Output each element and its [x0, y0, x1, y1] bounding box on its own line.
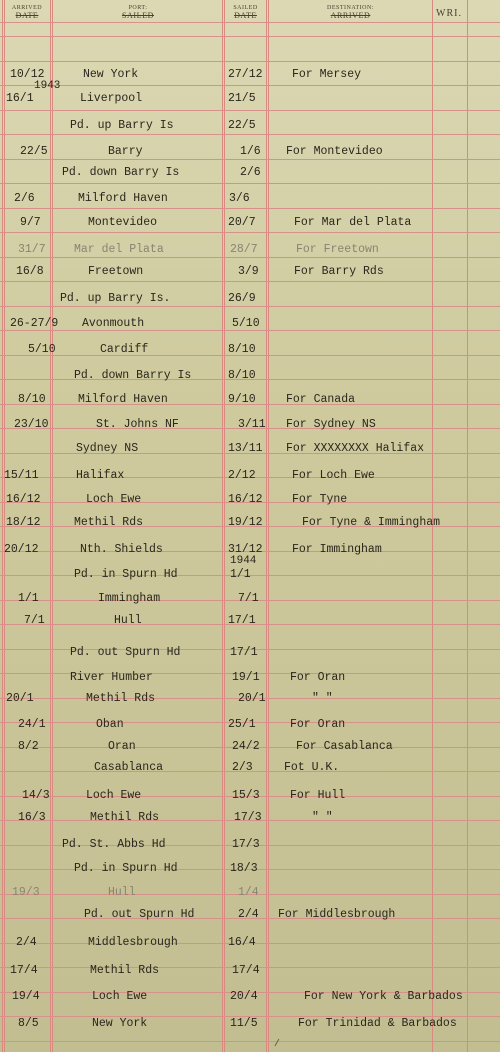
sailed-date: 15/3: [232, 789, 260, 802]
sailed-date: 9/10: [228, 393, 256, 406]
ruled-line: [0, 257, 500, 258]
sailed-date: 20/1: [238, 692, 266, 705]
port-name: Middlesbrough: [88, 936, 178, 949]
port-name: Halifax: [76, 469, 125, 482]
destination: For Tyne: [292, 493, 348, 506]
port-name: Oran: [108, 740, 136, 753]
sailed-date: 3/6: [229, 192, 250, 205]
port-name: Casablanca: [94, 761, 164, 774]
destination: For Loch Ewe: [292, 469, 375, 482]
arrived-date: 16/8: [16, 265, 44, 278]
arrived-date: 20/1: [6, 692, 34, 705]
ruled-line: [0, 110, 500, 111]
ruled-line: [0, 22, 500, 23]
arrived-date: 16/1: [6, 92, 34, 105]
ruled-line: [0, 306, 500, 307]
sailed-date: 22/5: [228, 119, 256, 132]
arrived-date: 24/1: [18, 718, 46, 731]
port-name: Pd. up Barry Is.: [60, 292, 171, 305]
ruled-line: [0, 61, 500, 62]
sailed-date: 2/4: [238, 908, 259, 921]
arrived-date: 14/3: [22, 789, 50, 802]
year-annotation-1944: 1944: [230, 555, 257, 567]
port-name: Pd. down Barry Is: [62, 166, 180, 179]
destination: For Sydney NS: [286, 418, 376, 431]
header-wri: WRI.: [436, 8, 462, 19]
sailed-date: 31/12: [228, 543, 263, 556]
header-arrived: ARRIVED DATE: [11, 5, 43, 20]
arrived-date: 2/4: [16, 936, 37, 949]
port-name: St. Johns NF: [96, 418, 179, 431]
port-name: Immingham: [98, 592, 161, 605]
sailed-date: 5/10: [232, 317, 260, 330]
destination: For Canada: [286, 393, 356, 406]
header-port: PORT: SAILED: [121, 5, 155, 20]
arrived-date: 1/1: [18, 592, 39, 605]
sailed-date: 2/6: [240, 166, 261, 179]
port-name: Milford Haven: [78, 393, 168, 406]
port-name: Oban: [96, 718, 124, 731]
port-name: Pd. down Barry Is: [74, 369, 192, 382]
header-sailed: SAILED DATE: [233, 5, 258, 20]
sailed-date: 24/2: [232, 740, 260, 753]
port-name: Nth. Shields: [80, 543, 163, 556]
port-name: Sydney NS: [76, 442, 139, 455]
ruled-line: [0, 85, 500, 86]
ruled-line: [0, 159, 500, 160]
sailed-date: 11/5: [230, 1017, 258, 1030]
arrived-date: 5/10: [28, 343, 56, 356]
sailed-date: 18/3: [230, 862, 258, 875]
port-name: River Humber: [70, 671, 153, 684]
ruled-line: [0, 1041, 500, 1042]
arrived-date: 23/10: [14, 418, 49, 431]
destination: " ": [312, 692, 333, 705]
sailed-date: 26/9: [228, 292, 256, 305]
destination: For Casablanca: [296, 740, 393, 753]
port-name: Pd. out Spurn Hd: [84, 908, 195, 921]
port-name: Hull: [108, 886, 136, 899]
sailed-date: 16/4: [228, 936, 256, 949]
destination: For Mar del Plata: [294, 216, 412, 229]
arrived-date: 17/4: [10, 964, 38, 977]
destination: For Middlesbrough: [278, 908, 396, 921]
port-name: Freetown: [88, 265, 144, 278]
sailed-date: 1/6: [240, 145, 261, 158]
port-name: Montevideo: [88, 216, 158, 229]
sailed-date: 7/1: [238, 592, 259, 605]
arrived-date: 15/11: [4, 469, 39, 482]
arrived-date: 8/5: [18, 1017, 39, 1030]
destination: For Montevideo: [286, 145, 383, 158]
sailed-date: 8/10: [228, 369, 256, 382]
port-name: Loch Ewe: [86, 493, 142, 506]
sailed-date: 19/12: [228, 516, 263, 529]
port-name: Loch Ewe: [92, 990, 148, 1003]
arrived-date: 7/1: [24, 614, 45, 627]
port-name: Barry: [108, 145, 143, 158]
arrived-date: 8/10: [18, 393, 46, 406]
sailed-date: 21/5: [228, 92, 256, 105]
sailed-date: 17/1: [228, 614, 256, 627]
port-name: New York: [83, 68, 139, 81]
year-annotation-1943: 1943: [34, 80, 61, 92]
port-name: Methil Rds: [74, 516, 144, 529]
port-name: Mar del Plata: [74, 243, 164, 256]
port-name: Methil Rds: [86, 692, 156, 705]
port-name: Cardiff: [100, 343, 149, 356]
arrived-date: 20/12: [4, 543, 39, 556]
destination: For Hull: [290, 789, 346, 802]
arrived-date: 31/7: [18, 243, 46, 256]
arrived-date: 9/7: [20, 216, 41, 229]
sailed-date: 20/7: [228, 216, 256, 229]
port-name: Pd. St. Abbs Hd: [62, 838, 166, 851]
sailed-date: 28/7: [230, 243, 258, 256]
sailed-date: 25/1: [228, 718, 256, 731]
sailed-date: 16/12: [228, 493, 263, 506]
ruled-line: [0, 281, 500, 282]
port-name: Milford Haven: [78, 192, 168, 205]
arrived-date: 2/6: [14, 192, 35, 205]
port-name: Pd. up Barry Is: [70, 119, 174, 132]
destination: " ": [312, 811, 333, 824]
destination: Fot U.K.: [284, 761, 340, 774]
ruled-line: [0, 183, 500, 184]
ruled-line: [0, 134, 500, 135]
destination: For Freetown: [296, 243, 379, 256]
arrived-date: 22/5: [20, 145, 48, 158]
destination: For Barry Rds: [294, 265, 384, 278]
destination: For XXXXXXXX Halifax: [286, 442, 425, 455]
ruled-line: [0, 232, 500, 233]
sailed-date: 19/1: [232, 671, 260, 684]
port-name: Methil Rds: [90, 811, 160, 824]
sailed-date: 2/3: [232, 761, 253, 774]
sailed-date: 1/4: [238, 886, 259, 899]
port-name: Avonmouth: [82, 317, 145, 330]
arrived-date: 8/2: [18, 740, 39, 753]
sailed-date: 17/3: [232, 838, 260, 851]
sailed-date: 27/12: [228, 68, 263, 81]
sailed-date: 8/10: [228, 343, 256, 356]
sailed-date: 3/11: [238, 418, 266, 431]
destination: For Trinidad & Barbados: [298, 1017, 457, 1030]
arrived-date: 26-27/9: [10, 317, 59, 330]
port-name: Pd. in Spurn Hd: [74, 568, 178, 581]
sailed-date: 17/4: [232, 964, 260, 977]
arrived-date: 19/3: [12, 886, 40, 899]
destination: For New York & Barbados: [304, 990, 463, 1003]
arrived-date: 16/12: [6, 493, 41, 506]
sailed-date: 2/12: [228, 469, 256, 482]
arrived-date: 19/4: [12, 990, 40, 1003]
ruled-line: [0, 36, 500, 37]
port-name: Methil Rds: [90, 964, 160, 977]
destination: For Oran: [290, 718, 346, 731]
port-name: New York: [92, 1017, 148, 1030]
port-name: Liverpool: [80, 92, 143, 105]
destination: For Mersey: [292, 68, 362, 81]
sailed-date: 1/1: [230, 568, 251, 581]
destination: For Oran: [290, 671, 346, 684]
header-destination: DESTINATION: ARRIVED: [327, 5, 374, 20]
arrived-date: 10/12: [10, 68, 45, 81]
destination: For Immingham: [292, 543, 382, 556]
port-name: Hull: [114, 614, 142, 627]
ruled-line: [0, 208, 500, 209]
port-name: Pd. out Spurn Hd: [70, 646, 181, 659]
sailed-date: 17/1: [230, 646, 258, 659]
sailed-date: 20/4: [230, 990, 258, 1003]
destination: For Tyne & Immingham: [302, 516, 441, 529]
sailed-date: 3/9: [238, 265, 259, 278]
sailed-date: 17/3: [234, 811, 262, 824]
arrived-date: 18/12: [6, 516, 41, 529]
port-name: Pd. in Spurn Hd: [74, 862, 178, 875]
port-name: Loch Ewe: [86, 789, 142, 802]
arrived-date: 16/3: [18, 811, 46, 824]
sailed-date: 13/11: [228, 442, 263, 455]
